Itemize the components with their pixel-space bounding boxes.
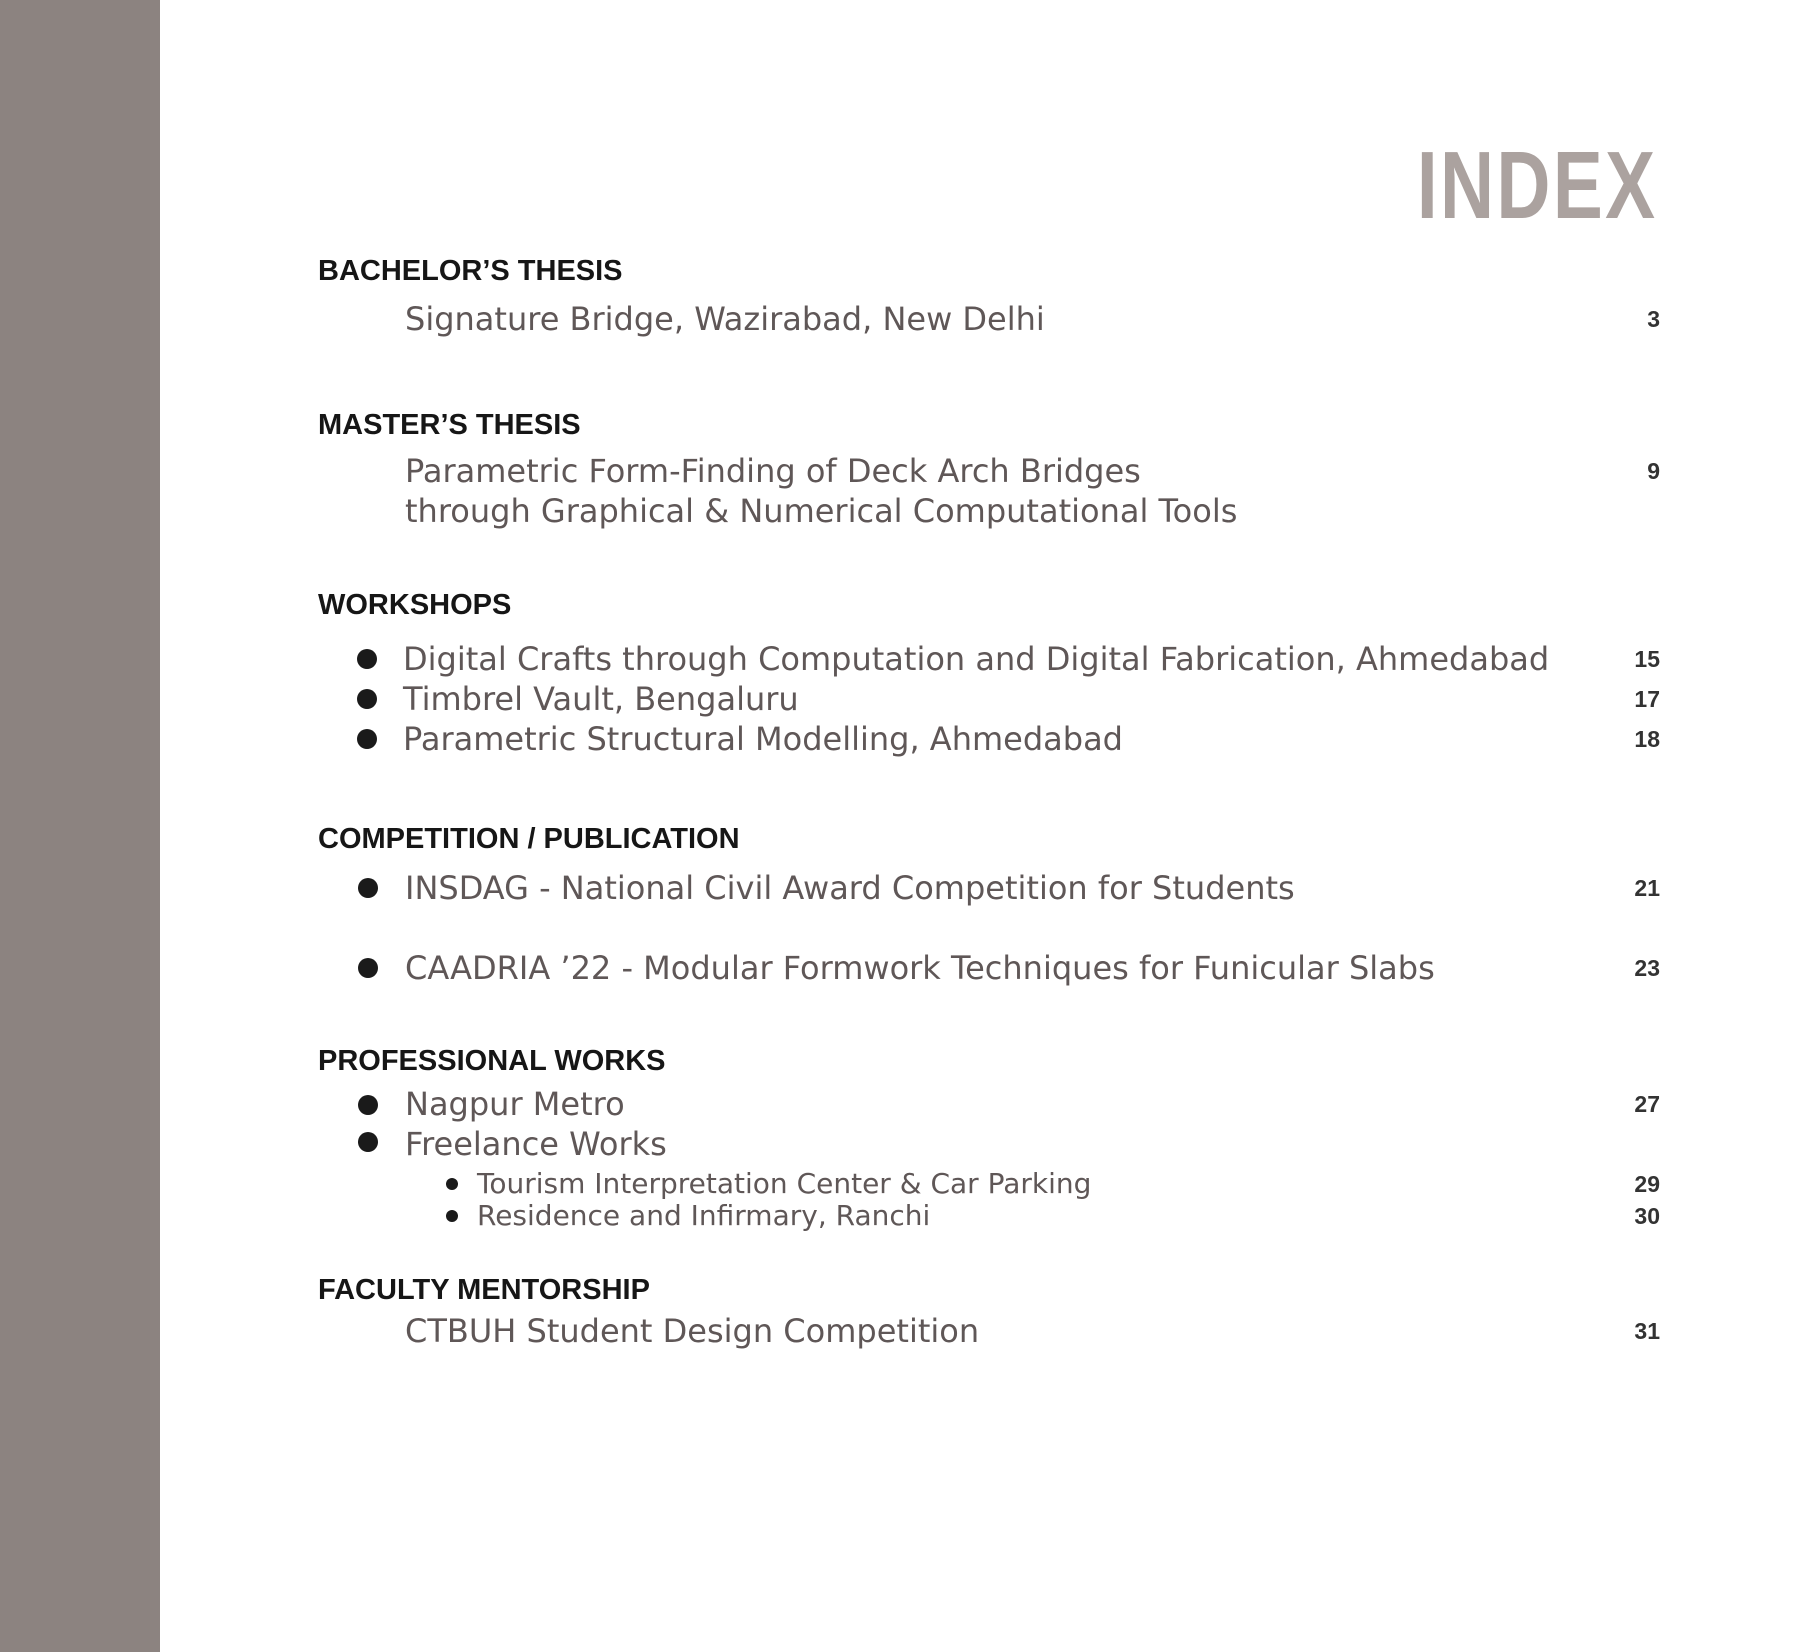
- bullet-icon: [358, 1095, 378, 1115]
- entry-title: INSDAG - National Civil Award Competition for Students: [405, 869, 1295, 907]
- entry-title: CTBUH Student Design Competition: [405, 1312, 980, 1350]
- page-number: 17: [1634, 686, 1660, 712]
- index-entry-continuation: [0, 491, 1660, 531]
- page-number: 23: [1634, 955, 1660, 981]
- bullet-icon: [358, 1132, 378, 1152]
- page-number: 27: [1634, 1091, 1660, 1117]
- bullet-icon: [357, 649, 377, 669]
- entry-title: Timbrel Vault, Bengaluru: [403, 680, 799, 718]
- page-number: 18: [1634, 726, 1660, 752]
- section-heading-workshops: WORKSHOPS: [318, 589, 512, 621]
- entry-title: Parametric Structural Modelling, Ahmedabad: [403, 720, 1123, 758]
- bullet-icon: [357, 689, 377, 709]
- index-entry: [0, 639, 1660, 679]
- page-number: 21: [1634, 875, 1660, 901]
- small-bullet-icon: [446, 1178, 458, 1190]
- bullet-icon: [358, 958, 378, 978]
- index-entry: [0, 679, 1660, 719]
- entry-title: Signature Bridge, Wazirabad, New Delhi: [405, 300, 1045, 338]
- entry-title: Digital Crafts through Computation and Digital Fabrication, Ahmedabad: [403, 640, 1550, 678]
- bullet-icon: [358, 878, 378, 898]
- index-subentry: [0, 1168, 1660, 1200]
- section-heading-bachelors-thesis: BACHELOR’S THESIS: [318, 255, 623, 287]
- entry-title: Parametric Form-Finding of Deck Arch Bridges: [405, 452, 1141, 490]
- entry-title: Residence and Infirmary, Ranchi: [477, 1199, 931, 1232]
- index-subentry: [0, 1200, 1660, 1232]
- index-entry: [0, 1311, 1660, 1351]
- index-entry: [0, 948, 1660, 988]
- section-heading-masters-thesis: MASTER’S THESIS: [318, 409, 581, 441]
- index-entry: [0, 1084, 1660, 1124]
- page-number: 3: [1647, 306, 1660, 332]
- page-number: 29: [1634, 1171, 1660, 1197]
- section-heading-professional-works: PROFESSIONAL WORKS: [318, 1045, 666, 1077]
- index-entry: [0, 299, 1660, 339]
- page-title: INDEX: [1416, 132, 1657, 239]
- bullet-icon: [357, 729, 377, 749]
- page-number: 30: [1634, 1203, 1660, 1229]
- small-bullet-icon: [446, 1210, 458, 1222]
- entry-title: CAADRIA ’22 - Modular Formwork Techniques for Funicular Slabs: [405, 949, 1435, 987]
- index-entry: [0, 451, 1660, 491]
- page-number: 15: [1634, 646, 1660, 672]
- section-heading-competition-publication: COMPETITION / PUBLICATION: [318, 823, 740, 855]
- section-heading-faculty-mentorship: FACULTY MENTORSHIP: [318, 1274, 650, 1306]
- index-entry: [0, 719, 1660, 759]
- index-entry: [0, 868, 1660, 908]
- entry-title: Tourism Interpretation Center & Car Parking: [477, 1167, 1092, 1200]
- index-entry: [0, 1124, 1660, 1164]
- page-number: 9: [1647, 458, 1660, 484]
- side-color-band: [0, 0, 160, 1652]
- entry-title-line2: through Graphical & Numerical Computational Tools: [405, 492, 1238, 530]
- entry-title: Nagpur Metro: [405, 1085, 625, 1123]
- page-number: 31: [1634, 1318, 1660, 1344]
- entry-title: Freelance Works: [405, 1125, 667, 1163]
